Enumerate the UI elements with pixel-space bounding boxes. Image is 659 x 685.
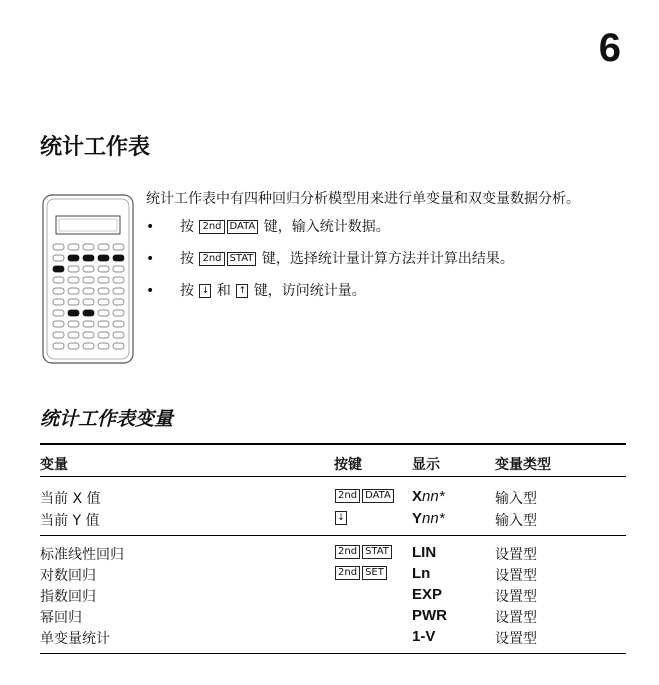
display-suffix: nn*	[422, 488, 445, 505]
calculator-key	[53, 332, 64, 338]
calculator-key	[53, 321, 64, 327]
key-sequence	[334, 510, 348, 526]
calculator-key	[83, 288, 94, 294]
display-value: Ln	[412, 565, 431, 582]
list-item	[146, 249, 626, 269]
key-sequence	[334, 565, 388, 581]
key-data: DATA	[362, 489, 394, 503]
calculator-key	[68, 255, 79, 261]
variable-name: 对数回归	[40, 568, 96, 584]
calculator-key	[68, 332, 79, 338]
variable-type: 输入型	[495, 491, 537, 507]
calculator-key	[98, 244, 109, 250]
bullet-text: 和	[216, 283, 231, 299]
calculator-key	[53, 310, 64, 316]
display-suffix: nn*	[422, 510, 445, 527]
table-row	[0, 607, 659, 627]
calculator-key	[113, 244, 124, 250]
display-value: 1-V	[412, 628, 436, 645]
calculator-key	[83, 266, 94, 272]
calculator-key	[68, 277, 79, 283]
calculator-key	[83, 321, 94, 327]
table-row	[0, 510, 659, 530]
variable-type: 设置型	[495, 610, 537, 626]
chapter-title: 统计工作表	[40, 134, 151, 160]
calculator-key	[83, 299, 94, 305]
calculator-key	[68, 299, 79, 305]
calculator-key	[98, 321, 109, 327]
calculator-key	[53, 288, 64, 294]
section-title: 统计工作表变量	[40, 408, 174, 430]
header-display: 显示	[412, 457, 440, 473]
bullet-text: 键，选择统计量计算方法并计算出结果。	[261, 251, 514, 267]
calculator-key	[53, 299, 64, 305]
bullet-text: 按	[180, 219, 194, 235]
calculator-key	[113, 332, 124, 338]
calculator-key	[68, 310, 79, 316]
calculator-key	[68, 266, 79, 272]
calculator-key	[113, 343, 124, 349]
display-value	[412, 488, 445, 505]
display-value: PWR	[412, 607, 447, 624]
calculator-key	[53, 255, 64, 261]
down-arrow-key-icon: ↓	[199, 284, 211, 298]
calculator-key	[68, 321, 79, 327]
variable-type: 设置型	[495, 568, 537, 584]
calculator-key	[68, 244, 79, 250]
variable-name: 标准线性回归	[40, 547, 124, 563]
calculator-key	[83, 277, 94, 283]
bullet-text: 按	[180, 283, 194, 299]
variable-name: 指数回归	[40, 589, 96, 605]
calculator-key	[98, 310, 109, 316]
table-row	[0, 586, 659, 606]
bullet-text: 按	[180, 251, 194, 267]
calculator-key	[98, 299, 109, 305]
key-sequence	[334, 544, 393, 560]
table-top-rule	[40, 443, 626, 445]
variable-name: 当前 Y 值	[40, 513, 100, 529]
variable-name: 当前 X 值	[40, 491, 101, 507]
table-row	[0, 544, 659, 564]
key-2nd: 2nd	[199, 252, 224, 266]
variable-type: 设置型	[495, 589, 537, 605]
header-name: 变量	[40, 457, 68, 473]
display-letter: X	[412, 488, 423, 505]
key-2nd: 2nd	[335, 566, 360, 580]
variable-type: 设置型	[495, 631, 537, 647]
bullet-list	[146, 217, 626, 301]
table-row	[0, 565, 659, 585]
key-data: DATA	[227, 220, 259, 234]
variable-name: 单变量统计	[40, 631, 110, 647]
table-row	[0, 628, 659, 648]
list-item	[146, 281, 626, 301]
variable-name: 幂回归	[40, 610, 82, 626]
calculator-key	[113, 310, 124, 316]
table-bottom-rule	[40, 653, 626, 654]
calculator-key	[98, 332, 109, 338]
intro	[146, 189, 626, 313]
key-sequence	[334, 488, 395, 504]
group-rule	[40, 535, 626, 536]
calculator-key	[113, 277, 124, 283]
calculator-key	[68, 343, 79, 349]
calculator-key	[98, 277, 109, 283]
calculator-key	[98, 255, 109, 261]
key-set: SET	[362, 566, 387, 580]
list-item	[146, 217, 626, 237]
calculator-key	[53, 244, 64, 250]
calculator-key	[53, 343, 64, 349]
key-2nd: 2nd	[335, 545, 360, 559]
calculator-illustration	[42, 194, 134, 364]
key-stat: STAT	[362, 545, 392, 559]
chapter-number: 6	[598, 26, 621, 70]
calculator-key	[113, 288, 124, 294]
header-keys: 按键	[334, 457, 362, 473]
calculator-key	[83, 343, 94, 349]
table-row	[0, 488, 659, 508]
display-letter: Y	[412, 510, 423, 527]
calculator-key	[83, 332, 94, 338]
calculator-key	[98, 266, 109, 272]
intro-paragraph: 统计工作表中有四种回归分析模型用来进行单变量和双变量数据分析。	[146, 191, 580, 207]
display-value: EXP	[412, 586, 443, 603]
down-arrow-key-icon: ↓	[335, 511, 347, 525]
calculator-key	[113, 266, 124, 272]
calculator-key	[98, 288, 109, 294]
display-value: LIN	[412, 544, 437, 561]
calculator-key	[113, 299, 124, 305]
up-arrow-key-icon: ↑	[236, 284, 248, 298]
key-stat: STAT	[227, 252, 257, 266]
calculator-key	[53, 277, 64, 283]
calculator-key	[98, 343, 109, 349]
header-type: 变量类型	[495, 457, 551, 473]
calculator-key	[83, 255, 94, 261]
calculator-key	[68, 288, 79, 294]
calculator-key	[113, 321, 124, 327]
header-rule	[40, 476, 626, 477]
calculator-key	[83, 310, 94, 316]
variable-type: 输入型	[495, 513, 537, 529]
calculator-key	[83, 244, 94, 250]
variable-type: 设置型	[495, 547, 537, 563]
key-2nd: 2nd	[199, 220, 224, 234]
display-value	[412, 510, 445, 527]
bullet-text: 键，访问统计量。	[253, 283, 366, 299]
bullet-text: 键，输入统计数据。	[263, 219, 390, 235]
calculator-key	[53, 266, 64, 272]
key-2nd: 2nd	[335, 489, 360, 503]
calculator-key	[113, 255, 124, 261]
